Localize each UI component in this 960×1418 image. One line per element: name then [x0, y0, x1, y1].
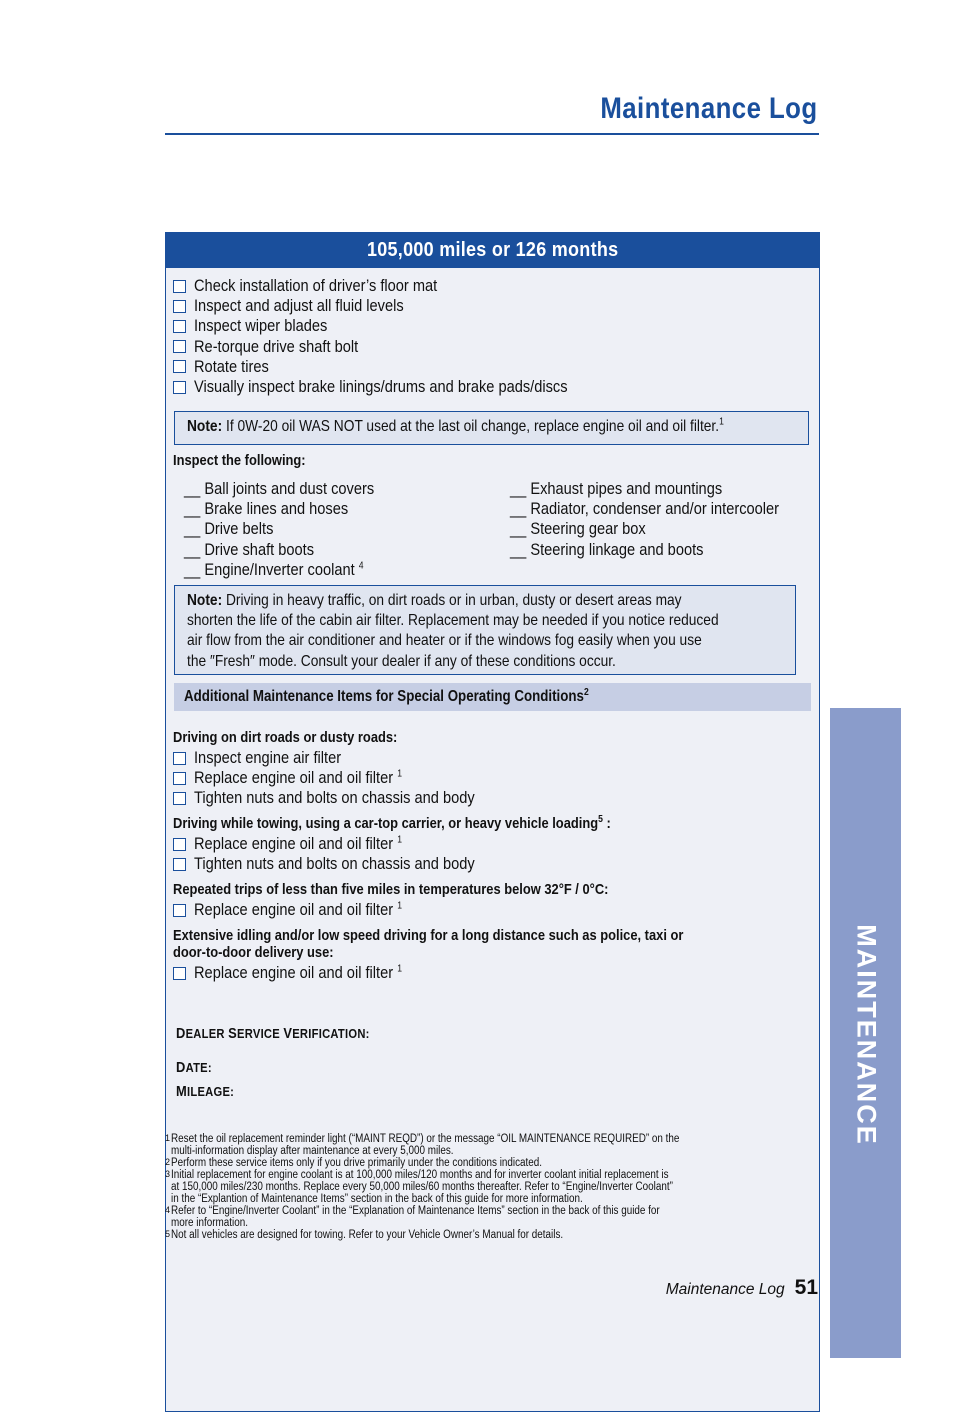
note-label: Note: — [187, 418, 223, 435]
footnote: 1 Reset the oil replacement reminder light (“MAINT REQD”) or the message “OIL MAINTENANCE REQUIRED” on the multi-information display after maintenance at every 5,000 miles. — [165, 1133, 680, 1157]
checkbox-icon[interactable] — [173, 300, 186, 313]
additional-items-bar: Additional Maintenance Items for Special Operating Conditions$^2$ — [174, 683, 811, 711]
footnote: 5 Not all vehicles are designed for towing. Refer to your Vehicle Owner’s Manual for details. — [165, 1229, 564, 1241]
inspect-item: __ Steering gear box — [510, 519, 646, 539]
section-heading-cont: door-to-door delivery use: — [173, 944, 334, 961]
inspect-item: __ Steering linkage and boots — [510, 539, 704, 559]
checkbox-icon[interactable] — [173, 838, 186, 851]
checklist-item[interactable]: Inspect engine air filter — [173, 748, 520, 768]
inspect-item: __ Drive belts — [184, 519, 274, 539]
checkbox-icon[interactable] — [173, 381, 186, 394]
section-towing — [173, 815, 682, 874]
inspect-item: __ Radiator, condenser and/or intercooler — [510, 499, 780, 519]
inspect-list-left — [184, 479, 405, 580]
checklist-item[interactable]: Replace engine oil and oil filter $^1$ — [173, 963, 766, 983]
checkbox-icon[interactable] — [173, 360, 186, 373]
cabin-filter-note: Note: Driving in heavy traffic, on dirt roads or in urban, dusty or desert areas may shorten the life of the cabin air filter. Replacement may be needed if you notice reduced air flow from the air conditioner and heater or if the windows fog easily when you use the ″Fresh″ mode. Consult your dealer if any of these conditions occur. — [174, 585, 796, 675]
checkbox-icon[interactable] — [173, 280, 186, 293]
checklist — [173, 276, 628, 397]
side-tab-label: MAINTENANCE — [851, 924, 882, 1146]
section-short-trips — [173, 881, 679, 920]
section-heading: Extensive idling and/or low speed driving for a long distance such as police, taxi or — [173, 927, 684, 944]
checklist-item[interactable]: Replace engine oil and oil filter $^1$ — [173, 768, 520, 788]
box-header: 105,000 miles or 126 months — [166, 233, 819, 268]
checklist-item[interactable]: Tighten nuts and bolts on chassis and body — [173, 854, 682, 874]
checkbox-icon[interactable] — [173, 858, 186, 871]
section-heading: Driving on dirt roads or dusty roads: — [173, 729, 398, 746]
checkbox-icon[interactable] — [173, 792, 186, 805]
note-text: If 0W-20 oil WAS NOT used at the last oil change, replace engine oil and oil filter. — [225, 418, 720, 435]
checkbox-icon[interactable] — [173, 904, 186, 917]
checkbox-icon[interactable] — [173, 320, 186, 333]
oil-note: Note: If 0W-20 oil WAS NOT used at the last oil change, replace engine oil and oil filter.$^1$ — [174, 411, 809, 445]
inspect-item: __ Exhaust pipes and mountings — [510, 479, 723, 498]
checklist-item[interactable]: Tighten nuts and bolts on chassis and body — [173, 788, 520, 808]
checklist-item[interactable]: Check installation of driver’s floor mat — [173, 276, 628, 296]
title-rule — [165, 133, 819, 135]
inspect-item: __ Drive shaft boots — [184, 539, 315, 559]
dealer-date-label: DATE: — [176, 1059, 212, 1076]
inspect-item: __ Brake lines and hoses — [184, 499, 349, 519]
checklist-item[interactable]: Visually inspect brake linings/drums and brake pads/discs — [173, 377, 628, 397]
section-heading: Repeated trips of less than five miles in temperatures below 32°F / 0°C: — [173, 881, 609, 898]
checklist-item[interactable]: Inspect and adjust all fluid levels — [173, 296, 628, 316]
inspect-list-right — [510, 479, 823, 560]
page-number: 51 — [794, 1276, 818, 1299]
footnote: 2 Perform these service items only if you drive primarily under the conditions indicated. — [165, 1157, 543, 1169]
note-label: Note: — [187, 592, 223, 609]
section-dusty-roads — [173, 729, 520, 809]
inspect-title: Inspect the following: — [173, 452, 306, 469]
footnotes — [165, 1133, 820, 1241]
checklist-item[interactable]: Replace engine oil and oil filter $^1$ — [173, 834, 682, 854]
checklist-item[interactable]: Rotate tires — [173, 357, 628, 377]
checklist-item[interactable]: Re-torque drive shaft bolt — [173, 337, 628, 357]
checkbox-icon[interactable] — [173, 340, 186, 353]
section-idling — [173, 927, 766, 983]
dealer-mileage-label: MILEAGE: — [176, 1083, 235, 1100]
checkbox-icon[interactable] — [173, 967, 186, 980]
footer-label: Maintenance Log — [665, 1281, 785, 1298]
checkbox-icon[interactable] — [173, 772, 186, 785]
inspect-item: __ Engine/Inverter coolant $^4$ — [184, 559, 364, 579]
checklist-item[interactable]: Replace engine oil and oil filter $^1$ — [173, 900, 679, 920]
page-title: Maintenance Log — [600, 92, 818, 125]
page-footer — [666, 1276, 818, 1300]
footnote: 4 Refer to “Engine/Inverter Coolant” in the “Explanation of Maintenance Items” section in the back of this guide for more information. — [165, 1205, 660, 1229]
inspect-item: __ Ball joints and dust covers — [184, 479, 375, 498]
checkbox-icon[interactable] — [173, 752, 186, 765]
footnote: 3 Initial replacement for engine coolant is at 100,000 miles/120 months and for inverter coolant initial replacement is at 150,000 miles/230 months. Replace every 50,000 miles/60 months thereafter. Refer to “Engine/Inverter Coolant” in the “Explantion of Maintenance Items” section in the back of this guide for more information. — [165, 1169, 673, 1205]
checklist-item[interactable]: Inspect wiper blades — [173, 316, 628, 336]
section-heading: Driving while towing, using a car-top carrier, or heavy vehicle loading$^5$ : — [173, 814, 611, 832]
dealer-verification-label: DEALER SERVICE VERIFICATION: — [176, 1025, 370, 1042]
